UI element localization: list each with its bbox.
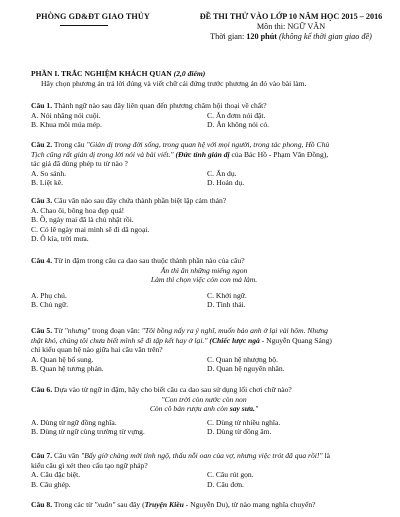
question-8 xyxy=(31,500,377,510)
time-label: Thời gian: xyxy=(210,32,247,41)
option-c: C. Câu rút gọn. xyxy=(207,470,254,480)
question-5 xyxy=(31,326,377,374)
option-b: B. Câu ghép. xyxy=(31,479,71,489)
option-a: A. So sánh. xyxy=(31,168,67,178)
department-name: PHÒNG GD&ĐT GIAO THỦY xyxy=(36,12,150,21)
verse-line-1: Ăn thì ăn những miếng ngon xyxy=(160,265,248,275)
source-title: Truyện Kiều xyxy=(144,500,184,509)
option-d: D. Dùng từ đồng âm. xyxy=(207,427,272,437)
question-6 xyxy=(31,385,377,437)
subject-line: Môn thi: NGỮ VĂN xyxy=(256,22,326,31)
keyword: "nhưng" xyxy=(64,326,91,335)
verse-line-1: "Con trời còn nước còn non xyxy=(161,394,247,404)
question-text: Câu văn nào sau đây chứa thành phần biệt lập cảm thán? xyxy=(52,196,227,205)
section-title-line xyxy=(31,69,377,79)
quoted-text: Tịch cũng rất giản dị trong lời nói và bài viết." xyxy=(31,149,174,159)
question-3 xyxy=(31,196,377,244)
section-instruction: Hãy chọn phương án trả lời đúng và viết chữ cái đứng trước phương án đó vào bài làm. xyxy=(41,78,307,88)
question-text: Câu văn xyxy=(52,451,82,460)
option-a: A. Quan hệ bổ sung. xyxy=(31,354,94,364)
quoted-text: "Tôi bồng nấy ra ý nghĩ, muốn bảo anh ở lại vài hôm. Nhưng xyxy=(141,326,328,335)
question-text: kiểu câu gì xét theo cấu tạo ngữ pháp? xyxy=(31,460,148,470)
question-text: là xyxy=(322,451,331,460)
section-title: PHẦN I. TRẮC NGHIỆM KHÁCH QUAN xyxy=(31,69,174,78)
option-b: B. Khua môi múa mép. xyxy=(31,120,102,130)
question-text: Dựa vào từ ngữ in đậm, hãy cho biết câu ca dao sau sử dụng lối chơi chữ nào? xyxy=(52,385,292,394)
source-title: (Đức tính giản dị xyxy=(173,149,230,159)
exam-title-block xyxy=(196,12,386,42)
question-7 xyxy=(31,451,377,489)
exam-title: ĐỀ THI THỬ VÀO LỚP 10 NĂM HỌC 2015 – 2016 xyxy=(199,12,383,21)
verse-line-2: Làm thì chọn việc cỏn con mà làm. xyxy=(150,275,258,285)
option-d: D. Câu đơn. xyxy=(207,479,244,489)
quoted-text: "Bấy giờ chàng mới tỉnh ngộ, thấu nỗi oan của vợ, nhưng việc trót đã qua rồi!" xyxy=(81,451,323,460)
question-text: sau đây ( xyxy=(115,500,145,509)
option-c: C. Ẩn dụ. xyxy=(207,168,237,178)
question-text: - Nguyễn Du), từ nào mang nghĩa chuyển? xyxy=(183,500,316,509)
question-text: chỉ kiểu quan hệ nào giữa hai câu văn trên? xyxy=(31,345,163,355)
question-text: tác giả đã dùng phép tu từ nào ? xyxy=(31,159,128,169)
question-label: Câu 5. xyxy=(31,326,53,335)
question-4 xyxy=(31,256,377,310)
question-2 xyxy=(31,140,377,188)
time-note: (không kể thời gian giao đề) xyxy=(277,32,372,41)
verse-line-2 xyxy=(31,404,377,414)
question-text: trong đoạn văn: xyxy=(90,326,142,335)
quoted-text: "Giản dị trong đời sống, trong quan hệ với mọi người, trong tác phong, Hồ Chủ xyxy=(86,140,330,149)
verse-text: " xyxy=(254,404,259,414)
option-a: A. Chao ôi, bông hoa đẹp quá! xyxy=(31,205,125,215)
option-b: B. Liệt kê. xyxy=(31,178,64,188)
option-b: B. Quan hệ tương phản. xyxy=(31,364,104,374)
option-d: D. Ăn không nói có. xyxy=(207,120,270,130)
question-label: Câu 3. xyxy=(31,196,53,205)
question-text: Từ in đậm trong câu ca dao sau thuộc thành phần nào của câu? xyxy=(52,256,245,265)
option-c: C. Quan hệ nhượng bộ. xyxy=(207,354,278,364)
question-label: Câu 2. xyxy=(31,140,53,149)
header-underline xyxy=(60,25,108,26)
question-label: Câu 4. xyxy=(31,256,53,265)
question-label: Câu 8. xyxy=(31,500,53,509)
option-c: C. Có lẽ ngày mai mình sẽ đi dã ngoại. xyxy=(31,224,150,234)
option-a: A. Nói nhăng nói cuội. xyxy=(31,110,101,120)
question-label: Câu 1. xyxy=(31,101,53,110)
section-one xyxy=(31,69,377,88)
section-points: (2,0 điểm) xyxy=(173,69,206,78)
option-d: D. Tình thái. xyxy=(207,300,246,310)
option-c: C. Ăn đơm nói đặt. xyxy=(207,110,266,120)
question-text: Từ xyxy=(52,326,65,335)
option-b: B. Ồ, ngày mai đã là chủ nhật rồi. xyxy=(31,215,134,225)
option-b: B. Dùng từ ngữ cùng trường từ vựng. xyxy=(31,427,145,437)
question-text: Thành ngữ nào sau đây liên quan đến phương châm hội thoại về chất? xyxy=(52,101,267,110)
option-b: B. Chủ ngữ. xyxy=(31,300,69,310)
source-author: - Nguyễn Quang Sáng) xyxy=(259,335,332,345)
option-a: A. Câu đặc biệt. xyxy=(31,470,81,480)
option-c: C. Dùng từ nhiều nghĩa. xyxy=(207,417,281,427)
option-d: D. Hoán dụ. xyxy=(207,178,245,188)
option-a: A. Dùng từ ngữ đồng nghĩa. xyxy=(31,417,117,427)
option-d: D. Ô kìa, trời mưa. xyxy=(31,234,89,244)
bold-keyword: say sưa. xyxy=(229,404,255,414)
question-label: Câu 6. xyxy=(31,385,53,394)
option-d: D. Quan hệ nguyên nhân. xyxy=(207,364,285,374)
question-label: Câu 7. xyxy=(31,451,53,460)
option-c: C. Khởi ngữ. xyxy=(207,290,247,300)
option-a: A. Phụ chú. xyxy=(31,290,67,300)
question-text: Trong các từ xyxy=(52,500,95,509)
question-text: Trong câu xyxy=(52,140,87,149)
keyword: "xuân" xyxy=(94,500,116,509)
question-1 xyxy=(31,101,377,130)
time-value: 120 phút xyxy=(246,32,277,41)
quoted-text: thật khó, chúng tôi chưa biết mình sẽ đi tập kết hay ở lại." xyxy=(31,335,208,345)
source-title: (Chiếc lược ngà xyxy=(207,335,260,345)
time-line xyxy=(196,32,386,42)
source-author: của Bác Hồ - Phạm Văn Đồng), xyxy=(229,149,329,159)
verse-text: Còn cô bán rượu anh còn xyxy=(149,404,230,414)
